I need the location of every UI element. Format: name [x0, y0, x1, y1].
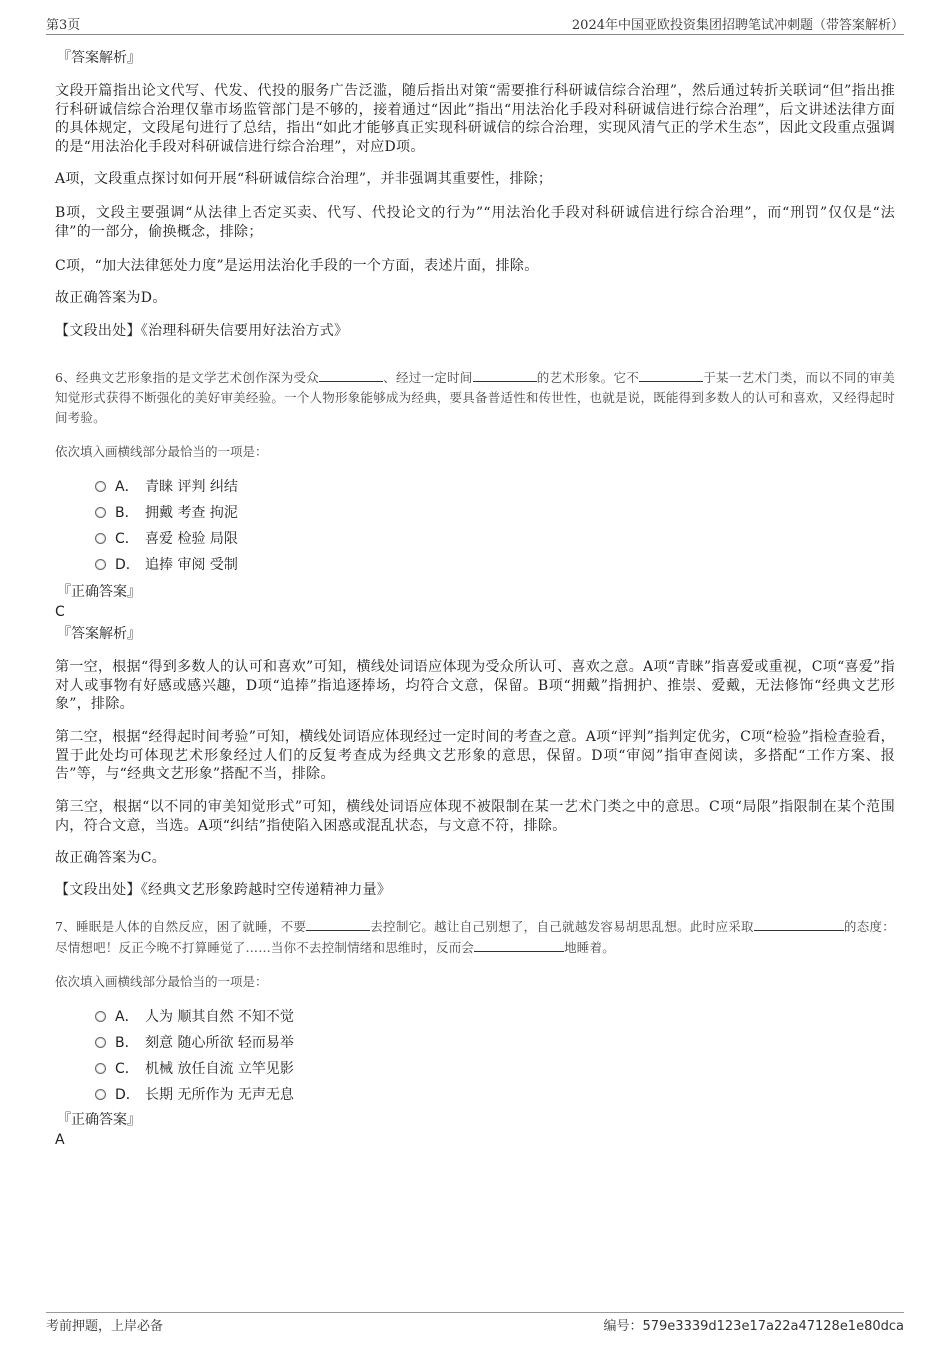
option-c[interactable]	[95, 528, 238, 548]
option-text: 刻意 随心所欲 轻而易举	[145, 1035, 294, 1051]
option-d[interactable]	[95, 554, 238, 574]
source-citation: 【文段出处】《治理科研失信要用好法治方式》	[55, 323, 349, 339]
stem-text: 的态度：尽情想吧！反正今晚不打算睡觉了……当你不去控制情绪和思维时，反而会	[55, 919, 895, 955]
analysis-tag: 『答案解析』	[57, 50, 141, 66]
option-key: A．	[115, 1009, 139, 1025]
option-text: 喜爱 检验 局限	[145, 531, 238, 547]
radio-icon[interactable]	[95, 1011, 106, 1022]
correct-answer: C	[55, 604, 65, 620]
source-citation: 【文段出处】《经典文艺形象跨越时空传递精神力量》	[55, 882, 392, 898]
fill-blank	[474, 937, 564, 952]
stem-text: 7、睡眠是人体的自然反应，困了就睡，不要	[55, 919, 307, 934]
option-key: D．	[115, 557, 140, 573]
option-text: 青睐 评判 纠结	[145, 479, 238, 495]
analysis-blank-3: 第三空，根据“以不同的审美知觉形式”可知，横线处词语应体现不被限制在某一艺术门类之中的意思。C项“局限”指限制在某个范围内，符合文意，当选。A项“纠结”指使陷入困惑或混乱状态，与文意不符，排除。	[55, 799, 895, 834]
radio-icon[interactable]	[95, 1089, 106, 1100]
page-number: 第3页	[46, 18, 81, 33]
footer-slogan: 考前押题，上岸必备	[46, 1319, 164, 1334]
fill-blank	[473, 367, 537, 382]
question-7-instruction: 依次填入画横线部分最恰当的一项是：	[55, 974, 268, 989]
option-d[interactable]	[95, 1084, 294, 1104]
analysis-tag: 『答案解析』	[57, 626, 141, 642]
radio-icon[interactable]	[95, 481, 106, 492]
serial-label: 编号：	[603, 1319, 643, 1334]
serial-code: 579e3339d123e17a22a47128e1e80dca	[642, 1319, 904, 1334]
question-7-stem	[55, 916, 895, 958]
option-key: B．	[115, 505, 139, 521]
option-key: C．	[115, 1061, 139, 1077]
question-6-options	[55, 476, 895, 586]
option-c[interactable]	[95, 1058, 294, 1078]
option-key: B．	[115, 1035, 139, 1051]
question-6-instruction: 依次填入画横线部分最恰当的一项是：	[55, 444, 268, 459]
footer-serial	[603, 1315, 904, 1334]
stem-text: 去控制它。越让自己别想了，自己就越发容易胡思乱想。此时应采取	[370, 919, 754, 934]
analysis-option-c: C项，“加大法律惩处力度”是运用法治化手段的一个方面，表述片面，排除。	[55, 258, 539, 274]
option-a[interactable]	[95, 1006, 294, 1026]
analysis-conclusion: 故正确答案为D。	[55, 290, 167, 306]
option-key: C．	[115, 531, 139, 547]
stem-text: 的艺术形象。它不	[536, 370, 640, 385]
option-a[interactable]	[95, 476, 238, 496]
option-b[interactable]	[95, 502, 238, 522]
option-b[interactable]	[95, 1032, 294, 1052]
document-title: 2024年中国亚欧投资集团招聘笔试冲刺题（带答案解析）	[571, 18, 904, 33]
fill-blank	[639, 367, 703, 382]
question-6-stem	[55, 367, 895, 428]
option-text: 拥戴 考查 拘泥	[145, 505, 238, 521]
option-key: A．	[115, 479, 139, 495]
stem-text: 于某一艺术门类，而以不同的审美知觉形式获得不断强化的美好审美经验。一个人物形象能够成为经典，要具备普适性和传世性，也就是说，既能得到多数人的认可和喜欢，又经得起时间考验。	[55, 370, 895, 425]
option-text: 追捧 审阅 受制	[145, 557, 238, 573]
analysis-option-b: B项，文段主要强调“从法律上否定买卖、代写、代投论文的行为”“用法治化手段对科研诚信进行综合治理”，而“刑罚”仅仅是“法律”的一部分，偷换概念，排除；	[55, 205, 895, 240]
option-key: D．	[115, 1087, 140, 1103]
analysis-blank-2: 第二空，根据“经得起时间考验”可知，横线处词语应体现经过一定时间的考查之意。A项“评判”指判定优劣，C项“检验”指检查验看，置于此处均可体现艺术形象经过人们的反复考查成为经典文艺形象的意思，保留。D项“审阅”指审查阅读，多搭配“工作方案、报告”等，与“经典文艺形象”搭配不当，排除。	[55, 729, 895, 782]
radio-icon[interactable]	[95, 559, 106, 570]
radio-icon[interactable]	[95, 507, 106, 518]
page-footer	[46, 1312, 904, 1335]
fill-blank	[319, 367, 383, 382]
option-text: 机械 放任自流 立竿见影	[145, 1061, 294, 1077]
page-header	[46, 14, 904, 35]
option-text: 人为 顺其自然 不知不觉	[145, 1009, 294, 1025]
stem-text: 6、经典文艺形象指的是文学艺术创作深为受众	[55, 370, 320, 385]
analysis-blank-1: 第一空，根据“得到多数人的认可和喜欢”可知，横线处词语应体现为受众所认可、喜欢之意。A项“青睐”指喜爱或重视，C项“喜爱”指对人或事物有好感或感兴趣，D项“追捧”指追逐捧场，均符合文意，保留。B项“拥戴”指拥护、推崇、爱戴，无法修饰“经典文艺形象”，排除。	[55, 659, 895, 712]
correct-answer: A	[55, 1132, 65, 1148]
question-7-options	[55, 1006, 895, 1116]
correct-answer-tag: 『正确答案』	[57, 1112, 141, 1128]
fill-blank	[754, 916, 844, 931]
analysis-paragraph: 文段开篇指出论文代写、代发、代投的服务广告泛滥，随后指出对策“需要推行科研诚信综合治理”，然后通过转折关联词“但”指出推行科研诚信综合治理仅靠市场监管部门是不够的，接着通过“因此”指出“用法治化手段对科研诚信进行综合治理”，后文讲述法律方面的具体规定，文段尾句进行了总结，指出“如此才能够真正实现科研诚信的综合治理，实现风清气正的学术生态”，因此文段重点强调的是“用法治化手段对科研诚信进行综合治理”，对应D项。	[55, 83, 895, 155]
correct-answer-tag: 『正确答案』	[57, 584, 141, 600]
analysis-conclusion: 故正确答案为C。	[55, 850, 167, 866]
radio-icon[interactable]	[95, 533, 106, 544]
fill-blank	[306, 916, 370, 931]
radio-icon[interactable]	[95, 1037, 106, 1048]
option-text: 长期 无所作为 无声无息	[145, 1087, 294, 1103]
radio-icon[interactable]	[95, 1063, 106, 1074]
stem-text: 地睡着。	[564, 940, 615, 955]
stem-text: 、经过一定时间	[383, 370, 473, 385]
analysis-option-a: A项，文段重点探讨如何开展“科研诚信综合治理”，并非强调其重要性，排除；	[55, 171, 553, 187]
